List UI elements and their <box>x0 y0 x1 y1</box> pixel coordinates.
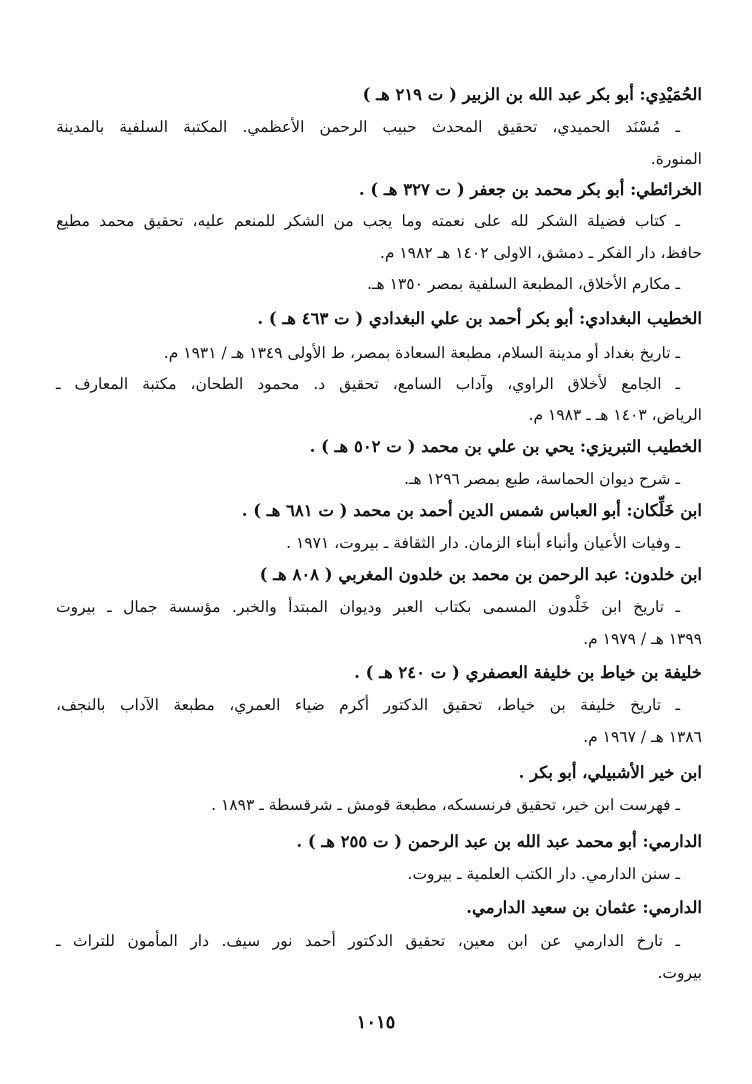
entry-heading: ابن خلدون: عبد الرحمن بن محمد بن خلدون المغربي ( ٨٠٨ هـ ) <box>259 565 702 584</box>
reference-item: ـ شرح ديوان الحماسة، طبع بمصر ١٢٩٦ هـ. <box>403 470 680 488</box>
reference-item: ـ مكارم الأخلاق، المطبعة السلفية بمصر ١٣٥٠ هـ. <box>367 275 680 293</box>
entry-heading: الحُمَيْدِي: أبو بكر عبد الله بن الزبير ( ت ٢١٩ هـ ) <box>362 85 702 104</box>
reference-item: ـ مُسْنَد الحميدي، تحقيق المحدث حبيب الرحمن الأعظمي. المكتبة السلفية بالمدينة <box>56 118 680 136</box>
reference-item: ـ كتاب فضيلة الشكر لله على نعمته وما يجب من الشكر للمنعم عليه، تحقيق محمد مطيع <box>56 212 680 230</box>
entry-heading: ابن خير الأشبيلي، أبو بكر . <box>518 763 702 782</box>
reference-item: ـ تاريخ ابن خَلْدون المسمى بكتاب العبر وديوان المبتدأ والخبر. مؤسسة جمال ـ بيروت <box>56 598 680 616</box>
reference-item: ـ فهرست ابن خير، تحقيق فرنسسكه، مطبعة قومش ـ شرقسطة ـ ١٨٩٣ . <box>211 796 680 814</box>
reference-item: ـ تاريخ خليفة بن خياط، تحقيق الدكتور أكرم ضياء العمري، مطبعة الآداب بالنجف، <box>56 696 680 714</box>
reference-item: ـ تاريخ بغداد أو مدينة السلام، مطبعة السعادة بمصر، ط الأولى ١٣٤٩ هـ / ١٩٣١ م. <box>163 344 680 362</box>
reference-continuation: حافظ، دار الفكر ـ دمشق، الاولى ١٤٠٢ هـ ١٩٨٢ م. <box>379 244 702 262</box>
reference-item: ـ وفيات الأعيان وأنباء أبناء الزمان. دار الثقافة ـ بيروت، ١٩٧١ . <box>286 534 680 552</box>
entry-heading: الدارمي: عثمان بن سعيد الدارمي. <box>466 898 702 917</box>
entry-heading: الخطيب البغدادي: أبو بكر أحمد بن علي البغدادي ( ت ٤٦٣ هـ ) . <box>257 309 702 328</box>
entry-heading: الخرائطي: أبو بكر محمد بن جعفر ( ت ٣٢٧ هـ ) . <box>358 180 702 199</box>
reference-continuation: الرياض، ١٤٠٣ هـ ـ ١٩٨٣ م. <box>528 406 702 424</box>
reference-item: ـ تارخ الدارمي عن ابن معين، تحقيق الدكتور أحمد نور سيف. دار المأمون للتراث ـ <box>56 932 680 950</box>
reference-item: ـ الجامع لأخلاق الراوي، وآداب السامع، تحقيق د. محمود الطحان، مكتبة المعارف ـ <box>56 375 680 393</box>
page-number: ١٠١٥ <box>356 1012 396 1033</box>
entry-heading: الخطيب التبريزي: يحي بن علي بن محمد ( ت ٥٠٢ هـ ) . <box>309 437 702 456</box>
reference-continuation: بيروت. <box>657 964 702 982</box>
reference-item: ـ سنن الدارمي. دار الكتب العلمية ـ بيروت. <box>407 865 680 883</box>
entry-heading: ابن خَلِّكان: أبو العباس شمس الدين أحمد بن محمد ( ت ٦٨١ هـ ) . <box>241 501 702 520</box>
reference-continuation: ١٣٨٦ هـ / ١٩٦٧ م. <box>583 728 702 746</box>
entry-heading: الدارمي: أبو محمد عبد الله بن عبد الرحمن ( ت ٢٥٥ هـ ) . <box>296 832 702 851</box>
reference-continuation: ١٣٩٩ هـ / ١٩٧٩ م. <box>583 630 702 648</box>
reference-continuation: المنورة. <box>650 150 702 168</box>
entry-heading: خليفة بن خياط بن خليفة العصفري ( ت ٢٤٠ هـ ) . <box>354 663 702 682</box>
